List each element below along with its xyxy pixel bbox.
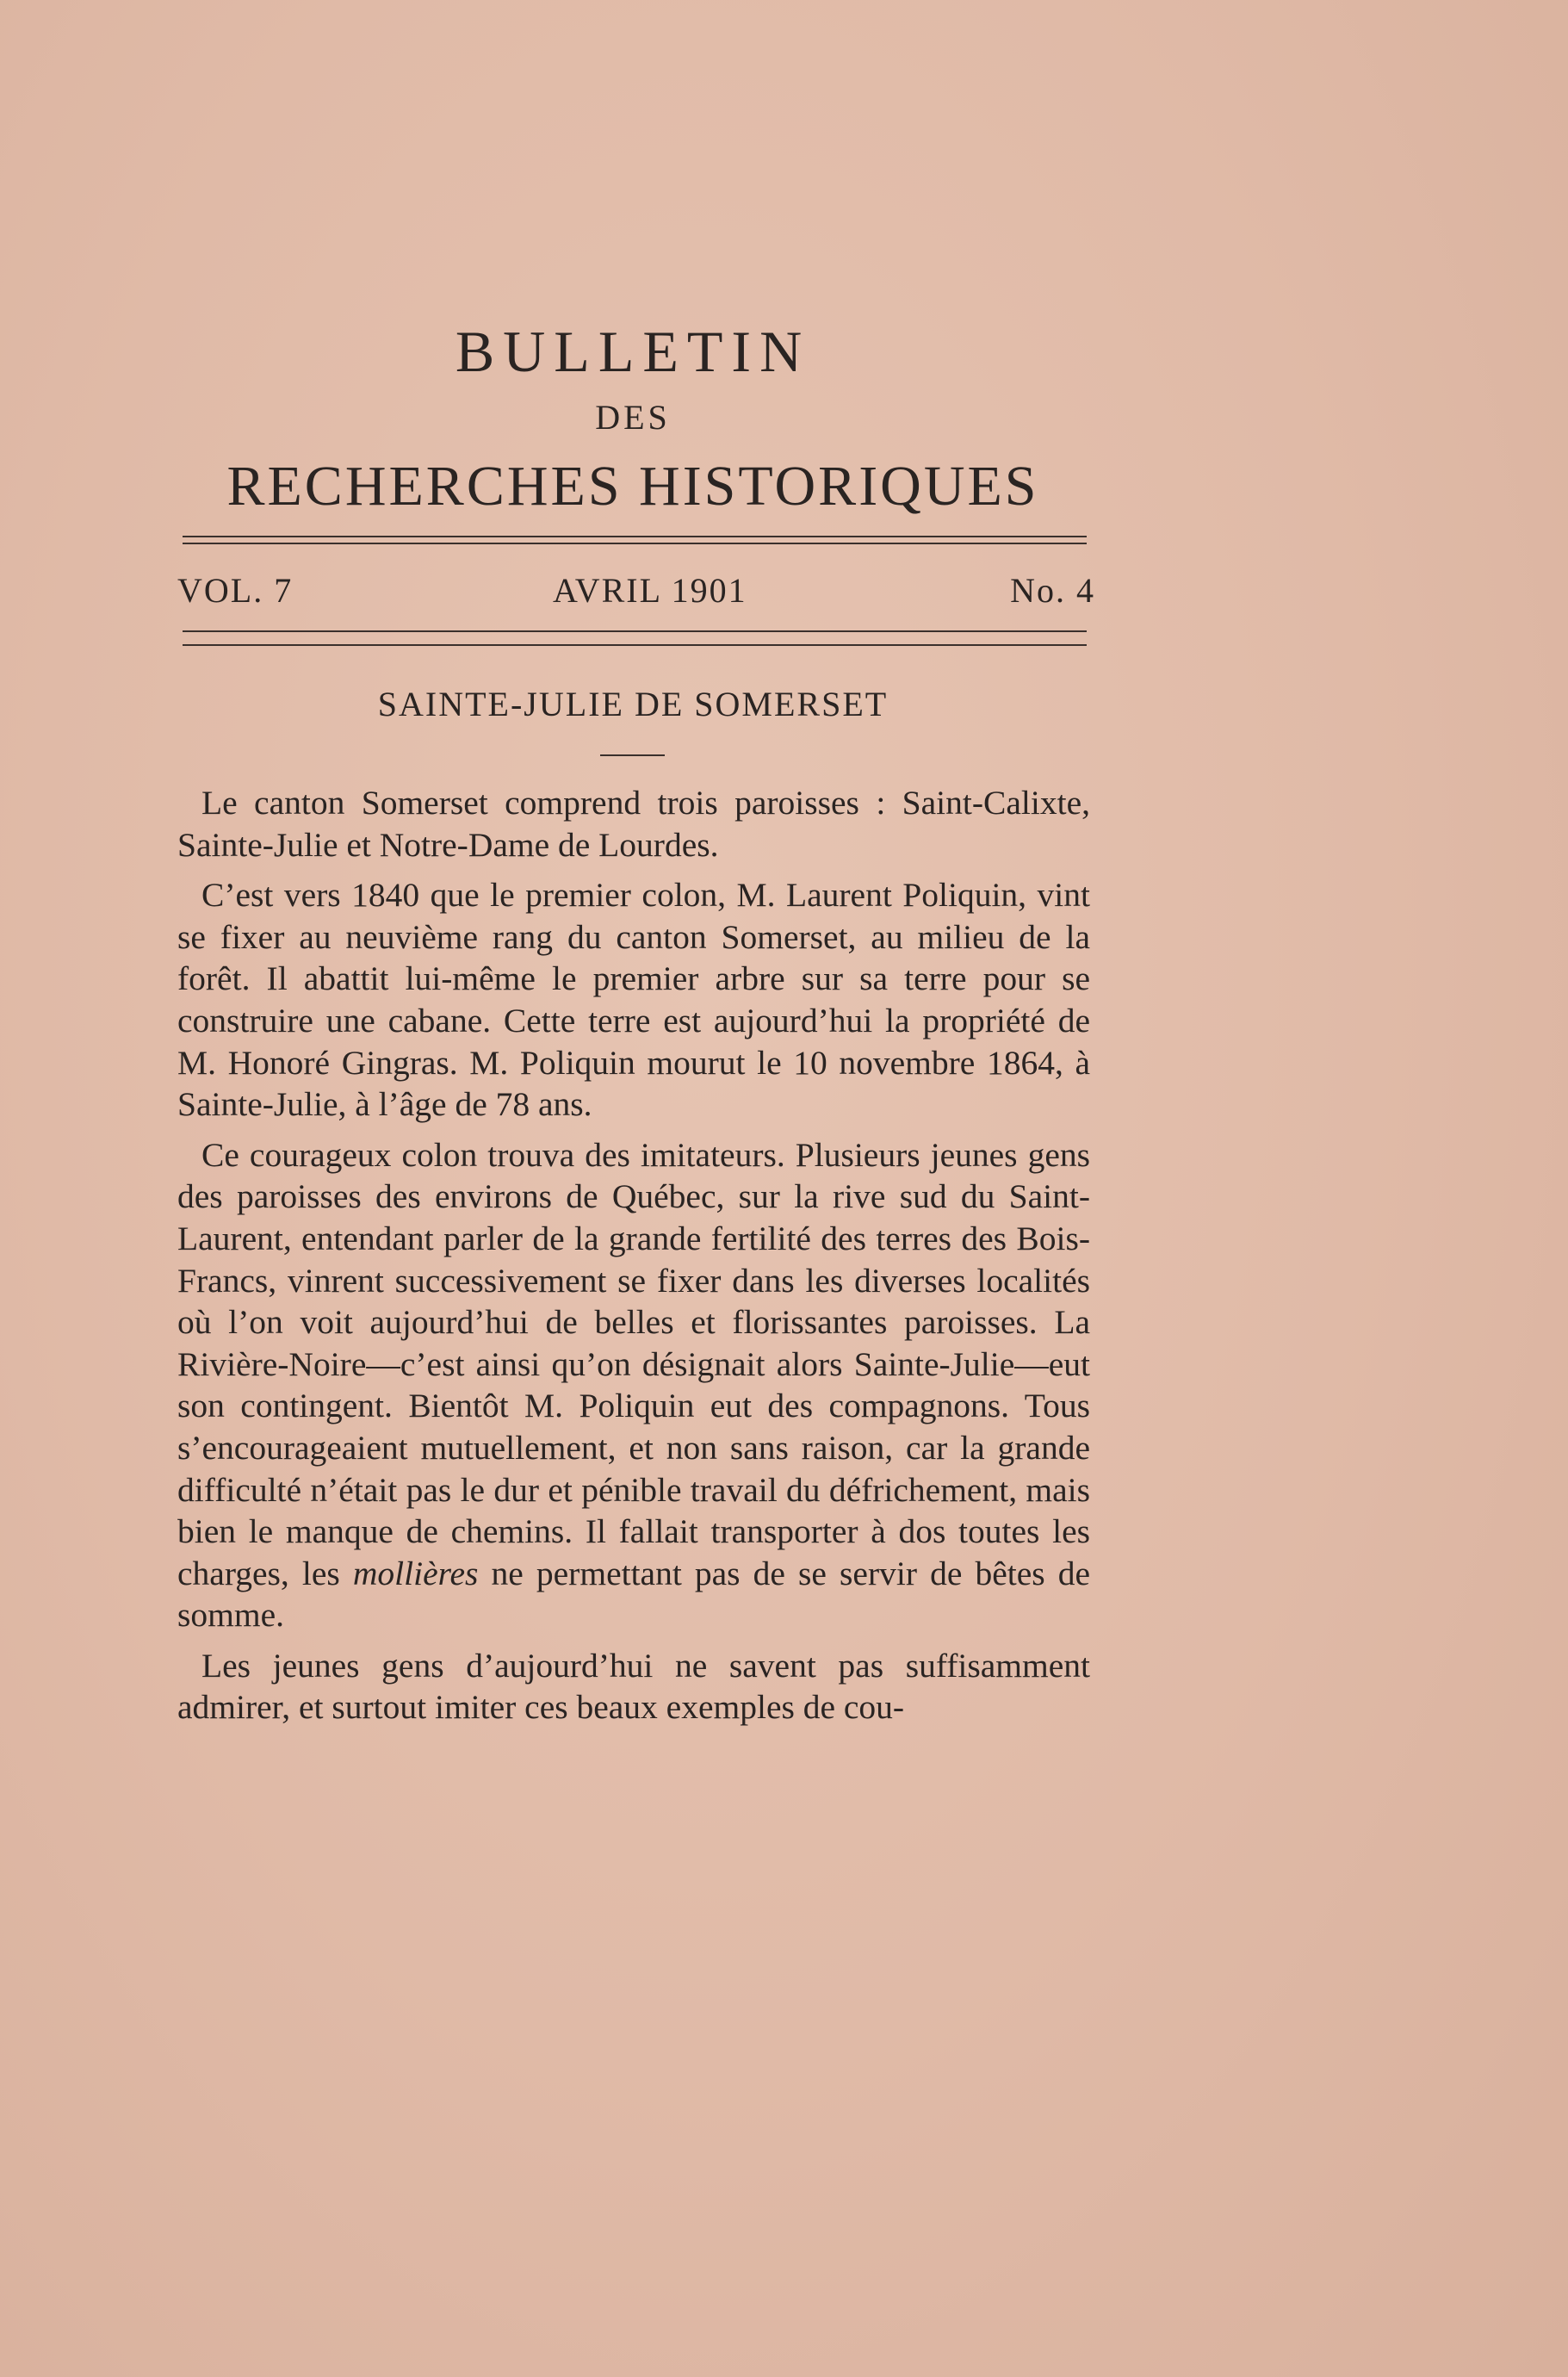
header-rule-top-inner (183, 543, 1087, 544)
title-separator (600, 754, 665, 756)
emphasized-term: mollières (352, 1554, 479, 1592)
paragraph-text: Ce courageux colon trouva des imitateurs. Plusieurs jeunes gens des paroisses des environs de Québec, sur la rive sud du Saint-Laurent, entendant parler de la grande fertilité des terres des Bois-Francs, vinrent successivement se fixer dans les diverses localités où l’on voit aujourd’hui de belles et florissantes paroisses. La Rivière-Noire—c’est ainsi qu’on désignait alors Sainte-Julie—eut son contingent. Bientôt M. Poliquin eut des compagnons. Tous s’encourageaient mutuellement, et non sans raison, car la grande difficulté n’était pas le dur et pénible travail du défrichement, mais bien le manque de chemins. Il fallait transporter à dos toutes les charges, les (177, 1135, 1090, 1592)
paragraph: C’est vers 1840 que le premier colon, M. Laurent Poliquin, vint se fixer au neuvième rang du canton Somerset, au milieu de la forêt. Il abattit lui-même le premier arbre sur sa terre pour se construire une cabane. Cette terre est aujourd’hui la propriété de M. Honoré Gingras. M. Poliquin mourut le 10 novembre 1864, à Sainte-Julie, à l’âge de 78 ans. (177, 876, 1090, 1124)
issue-volume: VOL. 7 (177, 571, 294, 610)
journal-title-connector: DES (595, 398, 671, 437)
issue-number: No. 4 (1010, 571, 1095, 610)
issue-date: AVRIL 1901 (553, 571, 747, 610)
header-rule-bottom (183, 630, 1087, 632)
journal-title: BULLETIN (455, 319, 811, 384)
article-title: SAINTE-JULIE DE SOMERSET (377, 685, 889, 723)
paragraph: Le canton Somerset comprend trois paroisses : Saint-Calixte, Sainte-Julie et Notre-Dame de Lourdes. (177, 784, 1090, 864)
paragraph (177, 1134, 1090, 1636)
paragraph-text: ne permettant pas de se servir de bêtes de somme. (177, 1554, 1090, 1635)
paragraph: Les jeunes gens d’aujourd’hui ne savent pas suffisamment admirer, et surtout imiter ces beaux exemples de cou- (177, 1646, 1090, 1727)
header-rule-top (183, 536, 1087, 537)
journal-subtitle: RECHERCHES HISTORIQUES (226, 455, 1039, 518)
issue-line (177, 568, 1095, 613)
article-body (177, 782, 1090, 1737)
header-rule-bottom-inner (183, 644, 1087, 646)
